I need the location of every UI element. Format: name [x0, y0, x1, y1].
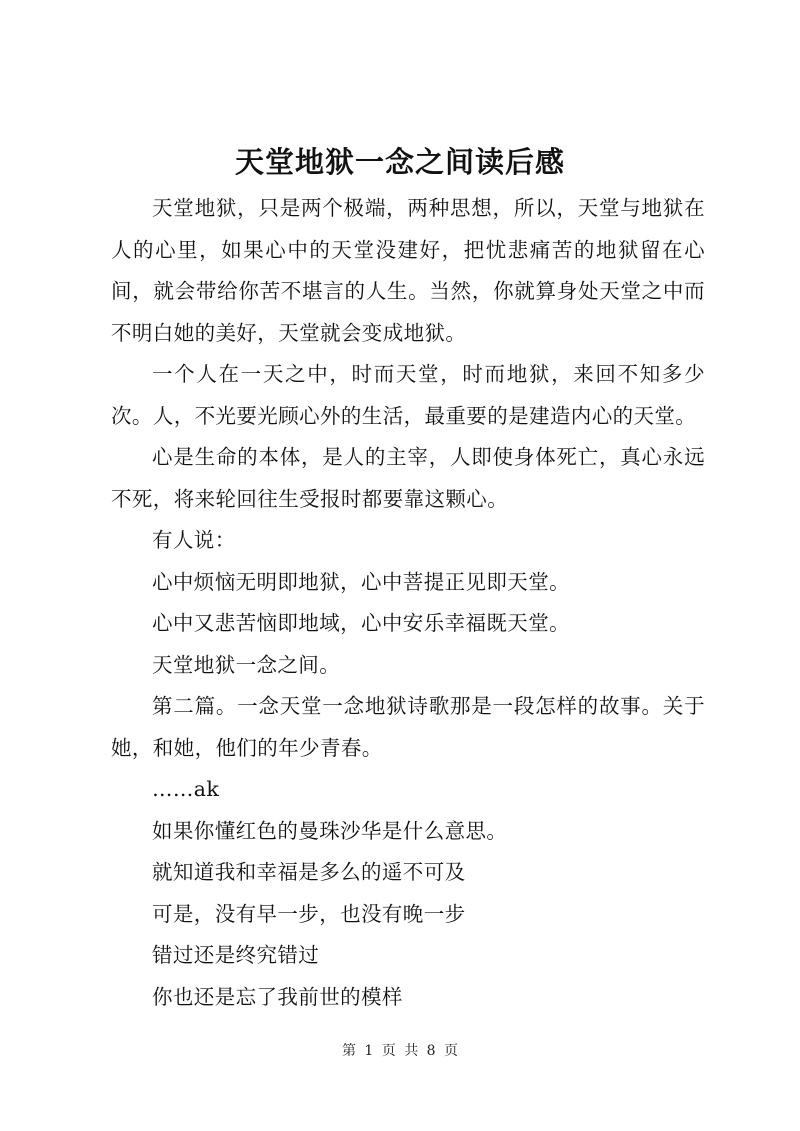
paragraph-heaven-hell-intro: 天堂地狱，只是两个极端，两种思想，所以，天堂与地狱在人的心里，如果心中的天堂没建好，把忧悲痛苦的地狱留在心间，就会带给你苦不堪言的人生。当然，你就算身处天堂之中而不明白她的美好，天堂就会变成地狱。	[111, 196, 705, 345]
document-body	[111, 188, 705, 1018]
poem-line-4: 错过还是终究错过	[152, 943, 320, 967]
poem-line-5: 你也还是忘了我前世的模样	[152, 984, 403, 1009]
poem-line-1: 如果你懂红色的曼珠沙华是什么意思。	[152, 818, 508, 843]
paragraph-second-part: 第二篇。一念天堂一念地狱诗歌那是一段怎样的故事。关于她，和她，他们的年少青春。	[111, 694, 705, 760]
document-title: 天堂地狱一念之间读后感	[234, 145, 565, 179]
paragraph-one-day: 一个人在一天之中，时而天堂，时而地狱，来回不知多少次。人，不光要光顾心外的生活，最重要的是建造内心的天堂。	[111, 362, 705, 428]
poem-line-3: 可是，没有早一步，也没有晚一步	[152, 901, 466, 926]
paragraph-someone-said: 有人说：	[152, 528, 236, 552]
paragraph-quote-3: 天堂地狱一念之间。	[152, 652, 341, 677]
paragraph-quote-1: 心中烦恼无明即地狱，心中菩提正见即天堂。	[152, 569, 570, 594]
paragraph-quote-2: 心中又悲苦恼即地域，心中安乐幸福既天堂。	[152, 611, 570, 635]
paragraph-ellipsis: ……ak	[152, 777, 220, 801]
page-number-footer: 第 1 页 共 8 页	[341, 1043, 459, 1059]
paragraph-heart: 心是生命的本体，是人的主宰，人即使身体死亡，真心永远不死，将来轮回往生受报时都要靠这颗心。	[111, 445, 705, 511]
poem-line-2: 就知道我和幸福是多么的遥不可及	[152, 860, 466, 884]
